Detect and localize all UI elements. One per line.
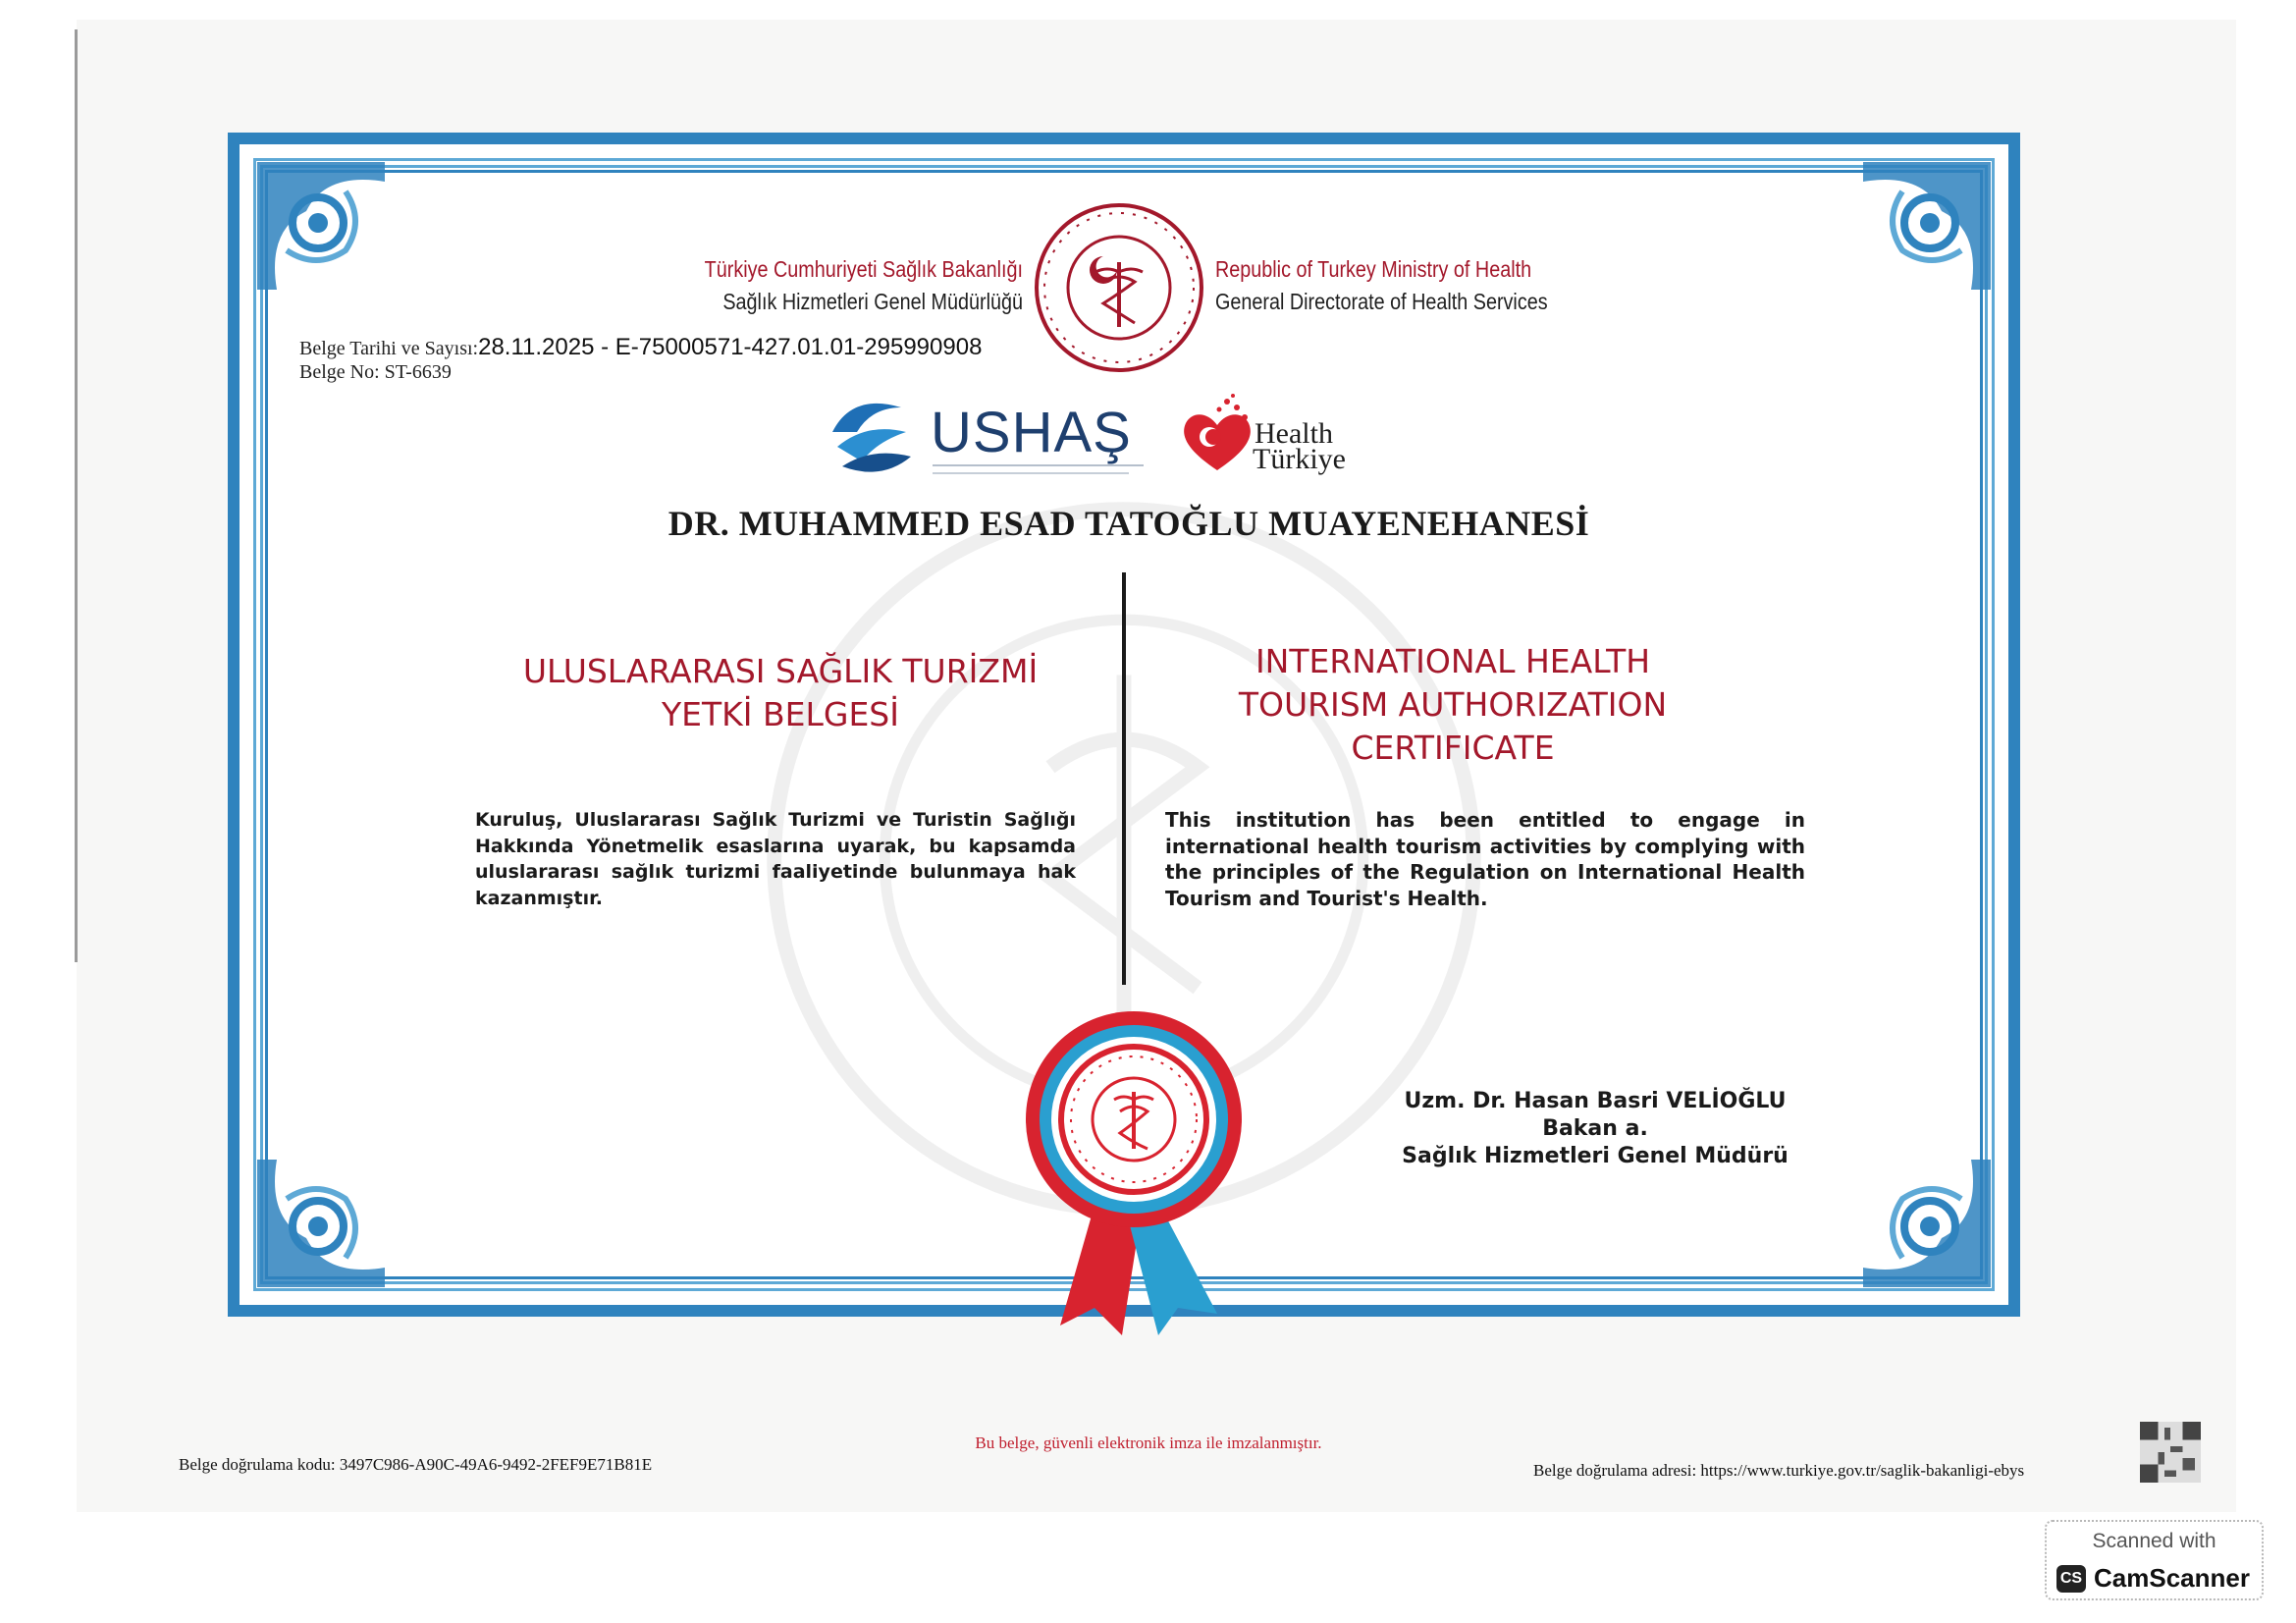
document-date-value: 28.11.2025 - E-75000571-427.01.01-295990908 [478, 334, 983, 360]
signer-role2: Sağlık Hizmetleri Genel Müdürü [1402, 1144, 1789, 1168]
qr-code-icon [2140, 1422, 2201, 1483]
esignature-note: Bu belge, güvenli elektronik imza ile imzalanmıştır. [975, 1434, 1322, 1452]
corner-ornament-icon [1853, 152, 2001, 299]
document-date-line [299, 334, 982, 361]
title-tr-line1: ULUSLARARASI SAĞLIK TURİZMİ [522, 652, 1039, 690]
verification-address [1533, 1461, 2122, 1481]
document-number-value: ST-6639 [384, 361, 452, 383]
camscanner-badge [2045, 1520, 2264, 1600]
ushas-tagline-line [933, 464, 1144, 466]
verification-code-label: Belge doğrulama kodu: [179, 1455, 336, 1474]
certificate-body-en: This institution has been entitled to engage in international health tourism activities by complying with the principles of the Regulation on International Health Tourism and Tourist's Health. [1165, 808, 1805, 910]
verification-address-label: Belge doğrulama adresi: [1533, 1461, 1697, 1480]
ministry-tr-line1: Türkiye Cumhuriyeti Sağlık Bakanlığı [704, 256, 1023, 282]
ushas-wordmark: USHAŞ [931, 401, 1132, 464]
title-en-line1: INTERNATIONAL HEALTH [1255, 642, 1651, 680]
corner-ornament-icon [247, 152, 395, 299]
corner-ornament-icon [247, 1150, 395, 1297]
ministry-name-tr [615, 253, 1023, 318]
certificate-body-tr: Kuruluş, Uluslararası Sağlık Turizmi ve Turistin Sağlığı Hakkında Yönetmelik esaslarına uyarak, bu kapsamda uluslararası sağlık turizmi faaliyetinde bulunmaya hak kazanmıştır. [475, 809, 1076, 909]
ushas-tagline-line [933, 472, 1129, 474]
ushas-swirl-icon [823, 388, 921, 486]
signer-role1: Bakan a. [1542, 1116, 1648, 1141]
certificate-title-en [1144, 640, 1762, 770]
ushas-logo [823, 388, 1147, 486]
title-en-line2: TOURISM AUTHORIZATION [1238, 685, 1668, 724]
document-date-label: Belge Tarihi ve Sayısı: [299, 338, 479, 359]
ministry-seal-icon [1033, 201, 1205, 374]
title-en-line3: CERTIFICATE [1351, 729, 1555, 767]
health-turkiye-line2: Türkiye [1253, 443, 1346, 475]
scan-edge-line [75, 29, 78, 962]
ministry-en-line1: Republic of Turkey Ministry of Health [1215, 256, 1532, 282]
rosette-seal-icon [996, 1001, 1271, 1335]
signer-name: Uzm. Dr. Hasan Basri VELİOĞLU [1404, 1089, 1787, 1113]
signer-block [1355, 1088, 1836, 1170]
health-turkiye-logo [1178, 388, 1364, 486]
verification-code [179, 1455, 652, 1475]
ministry-tr-line2: Sağlık Hizmetleri Genel Müdürlüğü [722, 289, 1023, 314]
camscanner-logo-icon: CS [2056, 1565, 2086, 1593]
health-turkiye-line1: Health [1255, 417, 1333, 450]
verification-code-value: 3497C986-A90C-49A6-9492-2FEF9E71B81E [339, 1455, 653, 1474]
corner-ornament-icon [1853, 1150, 2001, 1297]
document-number-label: Belge No: [299, 361, 380, 383]
document-number-line [299, 361, 452, 384]
camscanner-top-text: Scanned with [2092, 1530, 2216, 1552]
ministry-en-line2: General Directorate of Health Services [1215, 289, 1548, 314]
title-tr-line2: YETKİ BELGESİ [661, 695, 899, 733]
certificate-title-tr [461, 650, 1099, 736]
verification-address-link[interactable]: https://www.turkiye.gov.tr/saglik-bakanligi-ebys [1700, 1461, 2025, 1480]
clinic-name: DR. MUHAMMED ESAD TATOĞLU MUAYENEHANESİ [667, 504, 1590, 543]
column-divider [1122, 572, 1126, 985]
ministry-name-en [1215, 253, 1654, 318]
camscanner-brand: CamScanner [2094, 1563, 2250, 1593]
heart-stars-icon [1178, 392, 1256, 480]
